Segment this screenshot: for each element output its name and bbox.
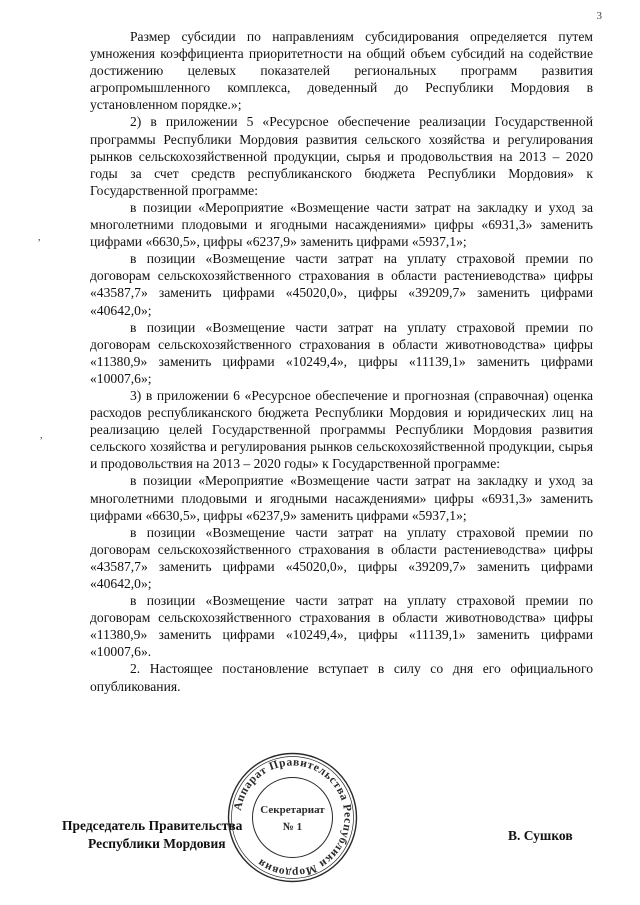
paragraph: в позиции «Возмещение части затрат на уплату страховой премии по договорам сельскохозяйственного страхования в области животноводства» цифры «11380,9» заменить цифрами «10249,4», цифры «11139,1» заменить цифрами «10007,6». xyxy=(90,593,593,660)
svg-text:Аппарат Правительства Республи: Аппарат Правительства Республики Мордовия xyxy=(231,756,354,879)
signature-title-line: Республики Мордовия xyxy=(88,836,226,851)
paragraph: в позиции «Возмещение части затрат на уплату страховой премии по договорам сельскохозяйственного страхования в области растениеводства» цифры «43587,7» заменить цифрами «45020,0», цифры «39209,7» заменить цифрами «40642,0»; xyxy=(90,524,593,591)
paragraph: в позиции «Возмещение части затрат на уплату страховой премии по договорам сельскохозяйственного страхования в области растениеводства» цифры «43587,7» заменить цифрами «45020,0», цифры «39209,7» заменить цифрами «40642,0»; xyxy=(90,251,593,318)
stamp-center-title: Секретариат xyxy=(260,804,325,816)
margin-mark: , xyxy=(40,430,43,441)
margin-mark: , xyxy=(38,232,41,243)
signature-title xyxy=(62,817,242,853)
paragraph: Размер субсидии по направлениям субсидирования определяется путем умножения коэффициента приоритетности на общий объем субсидий на содействие достижению целевых показателей региональных программ развития агропромышленного комплекса, доведенный до Республики Мордовия в установленном порядке.»; xyxy=(90,29,593,113)
page-number: 3 xyxy=(596,10,602,22)
signature-title-line: Председатель Правительства xyxy=(62,818,243,833)
paragraph: 2) в приложении 5 «Ресурсное обеспечение реализации Государственной программы Республики Мордовия развития сельского хозяйства и регулирования рынков сельскохозяйственной продукции, сырья и продовольствия на 2013 – 2020 годы за счет средств республиканского бюджета Республики Мордовия» к Государственной программе: xyxy=(90,114,593,198)
paragraph: в позиции «Возмещение части затрат на уплату страховой премии по договорам сельскохозяйственного страхования в области животноводства» цифры «11380,9» заменить цифрами «10249,4», цифры «11139,1» заменить цифрами «10007,6»; xyxy=(90,319,593,386)
document-body xyxy=(90,28,593,695)
paragraph: в позиции «Мероприятие «Возмещение части затрат на закладку и уход за многолетними плодовыми и ягодными насаждениями» цифры «6931,3» заменить цифрами «6630,5», цифры «6237,9» заменить цифрами «5937,1»; xyxy=(90,473,593,523)
signer-name: В. Сушков xyxy=(508,828,573,843)
stamp-center-number: № 1 xyxy=(282,821,303,833)
paragraph: в позиции «Мероприятие «Возмещение части затрат на закладку и уход за многолетними плодовыми и ягодными насаждениями» цифры «6931,3» заменить цифрами «6630,5», цифры «6237,9» заменить цифрами «5937,1»; xyxy=(90,199,593,250)
official-stamp xyxy=(225,750,360,885)
paragraph: 3) в приложении 6 «Ресурсное обеспечение и прогнозная (справочная) оценка расходов республиканского бюджета Республики Мордовия и юридических лиц на реализацию целей Государственной программы Республики Мордовия развития сельского хозяйства и регулирования рынков сельскохозяйственной продукции, сырья и продовольствия на 2013 – 2020 годы» к Государственной программе: xyxy=(90,387,593,472)
paragraph: 2. Настоящее постановление вступает в силу со дня его официального опубликования. xyxy=(90,661,593,694)
